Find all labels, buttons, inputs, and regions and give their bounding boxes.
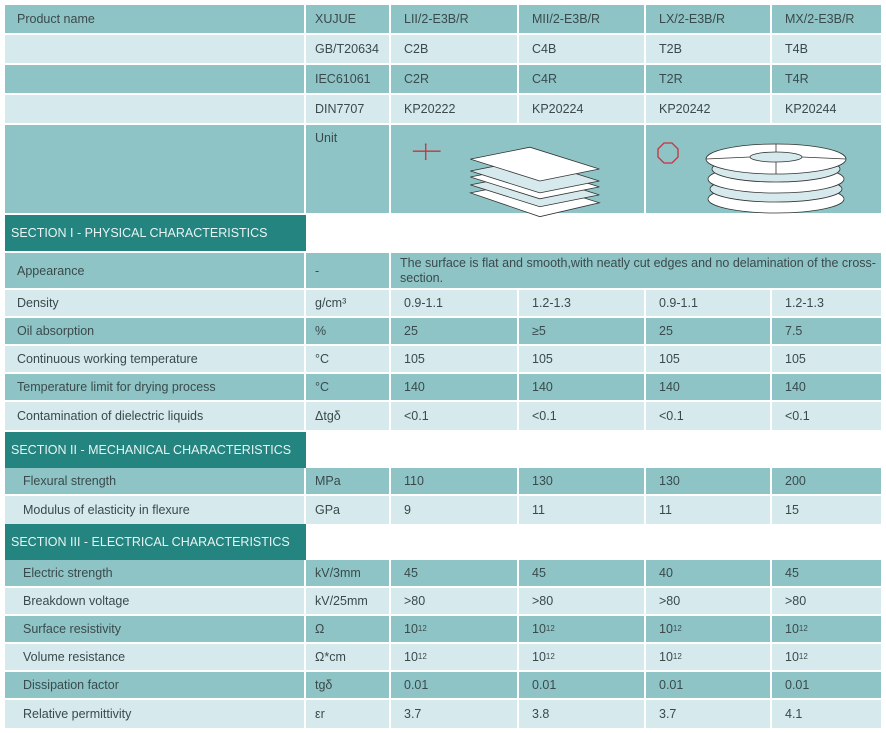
table-row — [5, 588, 881, 616]
value-cell: 10 $^{12}$ — [785, 650, 808, 664]
property-label: Dissipation factor — [5, 672, 306, 698]
appearance-description: The surface is flat and smooth,with neatly cut edges and no delamination of the cross-section. — [400, 255, 876, 285]
property-label: Breakdown voltage — [5, 588, 306, 614]
value-cell: 1.2-1.3 — [785, 296, 824, 310]
property-label: Temperature limit for drying process — [5, 374, 306, 400]
property-label: Flexural strength — [5, 468, 306, 494]
header-value: KP20224 — [519, 95, 646, 123]
value-cell: 130 — [519, 468, 646, 494]
header-value: C2R — [391, 65, 519, 93]
property-label: Volume resistance — [5, 644, 306, 670]
header-label: Product name — [5, 5, 306, 33]
value-cell: 140 — [646, 374, 772, 400]
section-header-mechanical — [5, 432, 881, 468]
value-cell: 9 — [391, 496, 519, 524]
section-title: SECTION III - ELECTRICAL CHARACTERISTICS — [5, 524, 306, 560]
unit-value: tgδ — [306, 672, 391, 698]
unit-value: °C — [306, 346, 391, 372]
section-title: SECTION I - PHYSICAL CHARACTERISTICS — [5, 215, 306, 251]
value-cell: <0.1 — [391, 402, 519, 430]
header-key: DIN7707 — [306, 95, 391, 123]
unit-value: - — [306, 253, 391, 288]
header-row-unit-images — [5, 125, 881, 213]
table-row — [5, 700, 881, 728]
value-cell: 105 — [646, 346, 772, 372]
value-cell: >80 — [646, 588, 772, 614]
value-cell: <0.1 — [646, 402, 772, 430]
header-row-din — [5, 95, 881, 125]
unit-label: Unit — [306, 125, 391, 213]
value-cell: 45 — [519, 560, 646, 586]
value-cell: 0.01 — [785, 678, 810, 692]
property-label: Appearance — [5, 253, 306, 288]
unit-value: % — [306, 318, 391, 344]
empty-cell — [5, 125, 306, 213]
property-label: Continuous working temperature — [5, 346, 306, 372]
value-cell: 40 — [646, 560, 772, 586]
value-cell: 10 $^{12}$ — [391, 616, 519, 642]
ring-illustration-cell — [646, 125, 881, 213]
value-cell: 11 — [519, 496, 646, 524]
header-value: MII/2-E3B/R — [519, 5, 646, 33]
header-value: T2R — [646, 65, 772, 93]
header-value: KP20242 — [646, 95, 772, 123]
value-cell: 105 — [391, 346, 519, 372]
section-header-physical — [5, 215, 881, 251]
value-cell: 4.1 — [785, 707, 803, 721]
table-row — [5, 672, 881, 700]
value-cell: 140 — [391, 374, 519, 400]
table-row — [5, 290, 881, 318]
unit-value: Ω*cm — [306, 644, 391, 670]
table-row — [5, 374, 881, 402]
value-cell: 0.01 — [519, 672, 646, 698]
header-value: C4R — [519, 65, 646, 93]
header-value: C2B — [391, 35, 519, 63]
value-cell: 45 — [785, 566, 799, 580]
value-cell: 10 $^{12}$ — [646, 644, 772, 670]
header-value: T2B — [646, 35, 772, 63]
table-row — [5, 644, 881, 672]
value-cell: >80 — [519, 588, 646, 614]
value-cell: 1.2-1.3 — [519, 290, 646, 316]
value-cell: 140 — [519, 374, 646, 400]
property-label: Surface resistivity — [5, 616, 306, 642]
value-cell: ≥5 — [519, 318, 646, 344]
unit-value: Δtgδ — [306, 402, 391, 430]
value-cell: 105 — [519, 346, 646, 372]
property-label: Electric strength — [5, 560, 306, 586]
property-label: Density — [5, 290, 306, 316]
property-label: Relative permittivity — [5, 700, 306, 728]
value-cell: 0.9-1.1 — [391, 290, 519, 316]
header-label — [5, 35, 306, 63]
table-row — [5, 402, 881, 430]
unit-value: MPa — [306, 468, 391, 494]
value-cell: 110 — [391, 468, 519, 494]
sheet-illustration-cell — [391, 125, 646, 213]
value-cell: 10 $^{12}$ — [646, 616, 772, 642]
table-row — [5, 318, 881, 346]
value-cell: >80 — [391, 588, 519, 614]
unit-value: g/cm³ — [306, 290, 391, 316]
section-header-electrical — [5, 524, 881, 560]
value-cell: 140 — [785, 380, 806, 394]
octagon-icon — [658, 143, 678, 163]
unit-value: kV/3mm — [306, 560, 391, 586]
value-cell: 10 $^{12}$ — [519, 616, 646, 642]
unit-value: GPa — [306, 496, 391, 524]
header-value: LII/2-E3B/R — [391, 5, 519, 33]
property-label: Modulus of elasticity in flexure — [5, 496, 306, 524]
header-row-gb — [5, 35, 881, 65]
table-row — [5, 560, 881, 588]
property-label: Contamination of dielectric liquids — [5, 402, 306, 430]
value-cell: 3.8 — [519, 700, 646, 728]
table-row-appearance — [5, 251, 881, 290]
value-cell: 3.7 — [646, 700, 772, 728]
header-label — [5, 65, 306, 93]
value-cell: 45 — [391, 560, 519, 586]
cross-section-line-icon — [413, 143, 441, 160]
header-value: KP20244 — [785, 102, 837, 116]
value-cell: 10 $^{12}$ — [785, 622, 808, 636]
stacked-sheets-illustration — [391, 131, 644, 219]
value-cell: 7.5 — [785, 324, 803, 338]
table-row — [5, 346, 881, 374]
header-value: LX/2-E3B/R — [646, 5, 772, 33]
value-cell: 25 — [391, 318, 519, 344]
value-cell: >80 — [785, 594, 807, 608]
unit-value: kV/25mm — [306, 588, 391, 614]
header-value: KP20222 — [391, 95, 519, 123]
property-label: Oil absorption — [5, 318, 306, 344]
header-row-product-name — [5, 5, 881, 35]
value-cell: <0.1 — [519, 402, 646, 430]
header-row-iec — [5, 65, 881, 95]
header-value: T4R — [785, 72, 809, 86]
header-value: MX/2-E3B/R — [785, 12, 855, 26]
value-cell: 10 $^{12}$ — [519, 644, 646, 670]
value-cell: 15 — [785, 503, 799, 517]
table-row — [5, 616, 881, 644]
header-value: C4B — [519, 35, 646, 63]
value-cell: 0.01 — [391, 672, 519, 698]
spec-table — [5, 5, 881, 728]
value-cell: 11 — [646, 496, 772, 524]
section-title: SECTION II - MECHANICAL CHARACTERISTICS — [5, 432, 306, 468]
header-key: IEC61061 — [306, 65, 391, 93]
unit-value: εr — [306, 700, 391, 728]
header-value: T4B — [785, 42, 808, 56]
unit-value: °C — [306, 374, 391, 400]
header-key: XUJUE — [306, 5, 391, 33]
value-cell: 200 — [785, 474, 806, 488]
value-cell: 25 — [646, 318, 772, 344]
header-key: GB/T20634 — [306, 35, 391, 63]
value-cell: 0.9-1.1 — [646, 290, 772, 316]
value-cell: 10 $^{12}$ — [391, 644, 519, 670]
value-cell: 3.7 — [391, 700, 519, 728]
value-cell: 130 — [646, 468, 772, 494]
value-cell: 105 — [785, 352, 806, 366]
unit-value: Ω — [306, 616, 391, 642]
header-label — [5, 95, 306, 123]
table-row — [5, 496, 881, 524]
stacked-rings-illustration — [646, 131, 881, 219]
value-cell: 0.01 — [646, 672, 772, 698]
value-cell: <0.1 — [785, 409, 810, 423]
table-row — [5, 468, 881, 496]
